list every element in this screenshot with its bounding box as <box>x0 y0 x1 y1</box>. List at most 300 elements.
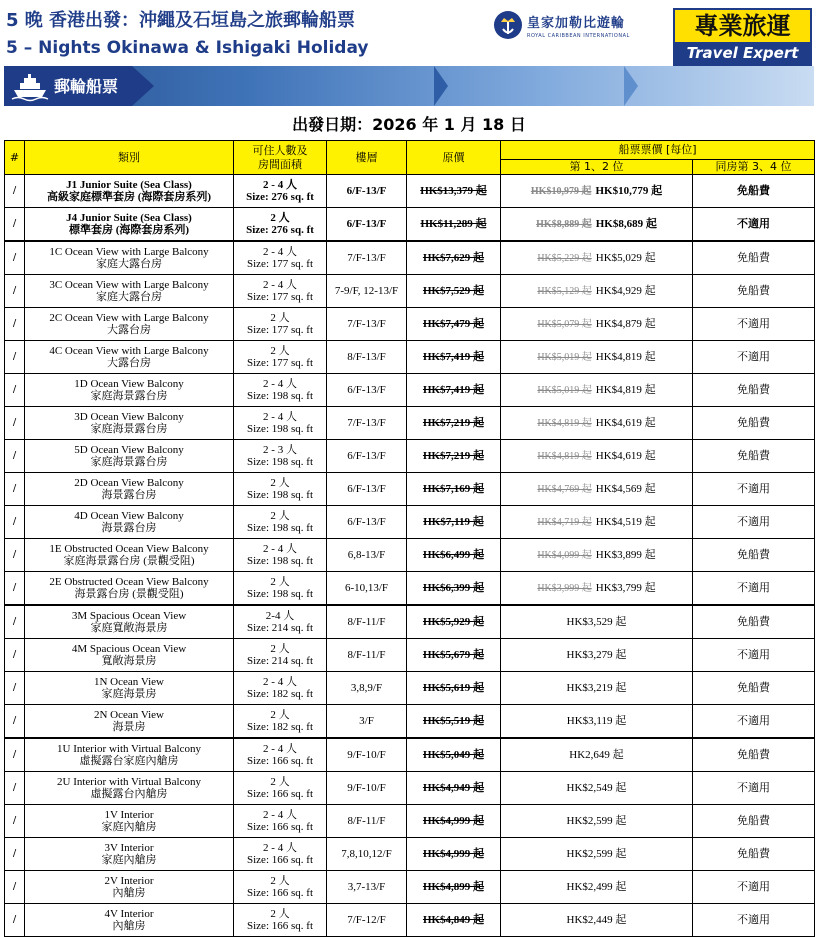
table-row <box>5 275 815 308</box>
room-size: Size: 182 sq. ft <box>247 688 313 700</box>
current-fare: HK$2,599 起 <box>566 815 627 827</box>
occupancy-cell <box>234 341 327 374</box>
previous-fare: HK$5,079 起 <box>537 318 592 330</box>
current-fare: HK2,649 起 <box>569 749 624 761</box>
occupancy-cell <box>234 672 327 705</box>
row-number: / <box>5 308 25 341</box>
table-row <box>5 407 815 440</box>
cabin-category <box>25 175 234 208</box>
cabin-category <box>25 341 234 374</box>
fare-guest-1-2 <box>501 838 693 871</box>
row-number: / <box>5 672 25 705</box>
occupancy-cell <box>234 539 327 572</box>
cabin-name-chinese: 家庭海景露台房 <box>90 456 168 468</box>
cabin-name-chinese: 海景房 <box>112 721 146 733</box>
occupancy: 2 - 4 人 <box>263 246 297 258</box>
original-price: HK$6,399 起 <box>407 572 501 606</box>
deck-floors: 3/F <box>327 705 407 739</box>
current-fare: HK$3,119 起 <box>566 715 627 727</box>
original-price: HK$7,479 起 <box>407 308 501 341</box>
cabin-category <box>25 506 234 539</box>
fare-guest-3-4: 不適用 <box>693 341 815 374</box>
occupancy-cell <box>234 374 327 407</box>
brand-name-english: ROYAL CARIBBEAN INTERNATIONAL <box>527 32 630 39</box>
fare-guest-3-4: 不適用 <box>693 772 815 805</box>
cabin-name-english: 4D Ocean View Balcony <box>74 510 184 522</box>
fare-guest-3-4: 免船費 <box>693 440 815 473</box>
cabin-name-english: 3C Ocean View with Large Balcony <box>49 279 209 291</box>
occupancy: 2 人 <box>270 576 290 588</box>
deck-floors: 6/F-13/F <box>327 374 407 407</box>
header-fare-guest-1-2: 第 1、2 位 <box>501 160 693 175</box>
cabin-name-english: 4M Spacious Ocean View <box>71 643 187 655</box>
header-deck: 樓層 <box>327 141 407 175</box>
fare-guest-3-4: 免船費 <box>693 407 815 440</box>
occupancy: 2 - 4 人 <box>263 411 297 423</box>
occupancy: 2 - 4 人 <box>263 743 297 755</box>
deck-floors: 6/F-13/F <box>327 208 407 242</box>
cabin-category <box>25 904 234 937</box>
deck-floors: 6/F-13/F <box>327 175 407 208</box>
cabin-name-chinese: 海景露台房 <box>101 489 157 501</box>
room-size: Size: 177 sq. ft <box>247 324 313 336</box>
cabin-name-english: 2E Obstructed Ocean View Balcony <box>49 576 209 588</box>
row-number: / <box>5 805 25 838</box>
room-size: Size: 198 sq. ft <box>247 423 313 435</box>
occupancy: 2 - 4 人 <box>263 279 297 291</box>
previous-fare: HK$8,889 起 <box>536 218 592 230</box>
fare-guest-1-2 <box>501 539 693 572</box>
current-fare: HK$2,599 起 <box>566 848 627 860</box>
fare-guest-3-4: 免船費 <box>693 374 815 407</box>
room-size: Size: 166 sq. ft <box>247 920 313 932</box>
travel-expert-logo <box>673 8 812 66</box>
original-price: HK$5,929 起 <box>407 605 501 639</box>
current-fare: HK$2,449 起 <box>566 914 627 926</box>
cabin-name-chinese: 虛擬露台家庭內艙房 <box>79 755 179 767</box>
fare-guest-1-2 <box>501 506 693 539</box>
fare-guest-1-2 <box>501 440 693 473</box>
previous-fare: HK$4,719 起 <box>537 516 592 528</box>
row-number: / <box>5 572 25 606</box>
row-number: / <box>5 440 25 473</box>
room-size: Size: 182 sq. ft <box>247 721 313 733</box>
room-size: Size: 166 sq. ft <box>247 755 313 767</box>
deck-floors: 7/F-13/F <box>327 308 407 341</box>
deck-floors: 6/F-13/F <box>327 440 407 473</box>
table-row <box>5 341 815 374</box>
room-size: Size: 198 sq. ft <box>247 390 313 402</box>
fare-guest-1-2 <box>501 871 693 904</box>
fare-guest-3-4: 免船費 <box>693 175 815 208</box>
fare-guest-3-4: 免船費 <box>693 275 815 308</box>
cabin-name-chinese: 大露台房 <box>107 324 151 336</box>
occupancy: 2 人 <box>270 776 290 788</box>
row-number: / <box>5 738 25 772</box>
fare-guest-3-4: 不適用 <box>693 506 815 539</box>
cabin-category <box>25 772 234 805</box>
room-size: Size: 198 sq. ft <box>247 456 313 468</box>
table-row <box>5 772 815 805</box>
occupancy-cell <box>234 241 327 275</box>
cabin-category <box>25 871 234 904</box>
occupancy: 2 人 <box>270 510 290 522</box>
original-price: HK$4,999 起 <box>407 805 501 838</box>
deck-floors: 7/F-12/F <box>327 904 407 937</box>
cabin-category <box>25 672 234 705</box>
fare-guest-1-2 <box>501 241 693 275</box>
fare-guest-1-2 <box>501 639 693 672</box>
row-number: / <box>5 275 25 308</box>
cabin-category <box>25 539 234 572</box>
fare-guest-1-2 <box>501 705 693 739</box>
original-price: HK$7,219 起 <box>407 440 501 473</box>
brand-name-chinese: 皇家加勒比遊輪 <box>527 15 626 31</box>
title-chinese: 5 晚 香港出發：沖繩及石垣島之旅郵輪船票 <box>6 10 356 31</box>
fare-guest-1-2 <box>501 672 693 705</box>
occupancy-cell <box>234 208 327 242</box>
section-title: 郵輪船票 <box>54 77 119 96</box>
header-num: # <box>5 141 25 175</box>
current-fare: HK$3,529 起 <box>566 616 627 628</box>
room-size: Size: 166 sq. ft <box>247 821 313 833</box>
occupancy: 2 - 3 人 <box>263 444 297 456</box>
row-number: / <box>5 705 25 739</box>
cabin-name-chinese: 虛擬露台內艙房 <box>90 788 168 800</box>
fare-guest-1-2 <box>501 275 693 308</box>
fare-guest-1-2 <box>501 605 693 639</box>
table-row <box>5 374 815 407</box>
current-fare: HK$4,519 起 <box>595 515 656 528</box>
cabin-category <box>25 572 234 606</box>
section-banner <box>4 66 814 106</box>
cruise-ship-icon <box>10 70 50 102</box>
cabin-name-chinese: 家庭海景露台房 <box>90 423 168 435</box>
table-row <box>5 175 815 208</box>
current-fare: HK$8,689 起 <box>595 217 657 230</box>
table-row <box>5 838 815 871</box>
room-size: Size: 214 sq. ft <box>247 622 313 634</box>
row-number: / <box>5 407 25 440</box>
cabin-name-chinese: 大露台房 <box>107 357 151 369</box>
room-size: Size: 198 sq. ft <box>247 555 313 567</box>
room-size: Size: 276 sq. ft <box>246 224 314 236</box>
cabin-category <box>25 407 234 440</box>
fare-guest-3-4: 免船費 <box>693 539 815 572</box>
cabin-name-english: 4C Ocean View with Large Balcony <box>49 345 209 357</box>
room-size: Size: 177 sq. ft <box>247 291 313 303</box>
cabin-name-chinese: 家庭內艙房 <box>101 854 157 866</box>
current-fare: HK$3,899 起 <box>595 548 656 561</box>
occupancy: 2 - 4 人 <box>263 179 297 191</box>
deck-floors: 7/F-13/F <box>327 407 407 440</box>
original-price: HK$5,679 起 <box>407 639 501 672</box>
deck-floors: 3,8,9/F <box>327 672 407 705</box>
crown-anchor-icon <box>493 10 523 40</box>
cabin-category <box>25 605 234 639</box>
fare-guest-3-4: 免船費 <box>693 672 815 705</box>
previous-fare: HK$4,819 起 <box>537 450 592 462</box>
row-number: / <box>5 175 25 208</box>
fare-guest-1-2 <box>501 572 693 606</box>
row-number: / <box>5 241 25 275</box>
cabin-name-chinese: 內艙房 <box>112 920 146 932</box>
cabin-category <box>25 275 234 308</box>
occupancy: 2 人 <box>270 312 290 324</box>
previous-fare: HK$5,019 起 <box>537 384 592 396</box>
room-size: Size: 166 sq. ft <box>247 887 313 899</box>
occupancy-cell <box>234 407 327 440</box>
original-price: HK$7,219 起 <box>407 407 501 440</box>
cabin-name-chinese: 海景露台房 <box>101 522 157 534</box>
deck-floors: 3,7-13/F <box>327 871 407 904</box>
occupancy: 2 - 4 人 <box>263 809 297 821</box>
previous-fare: HK$4,819 起 <box>537 417 592 429</box>
fare-guest-1-2 <box>501 175 693 208</box>
fare-guest-3-4: 不適用 <box>693 572 815 606</box>
room-size: Size: 198 sq. ft <box>247 522 313 534</box>
previous-fare: HK$5,019 起 <box>537 351 592 363</box>
occupancy-cell <box>234 904 327 937</box>
occupancy-cell <box>234 440 327 473</box>
deck-floors: 7/F-13/F <box>327 241 407 275</box>
original-price: HK$7,629 起 <box>407 241 501 275</box>
previous-fare: HK$4,769 起 <box>537 483 592 495</box>
table-row <box>5 572 815 606</box>
fare-guest-3-4: 不適用 <box>693 208 815 242</box>
occupancy-cell <box>234 308 327 341</box>
row-number: / <box>5 871 25 904</box>
departure-date: 出發日期：2026 年 1 月 18 日 <box>292 115 526 134</box>
header-original-price: 原價 <box>407 141 501 175</box>
occupancy-cell <box>234 605 327 639</box>
deck-floors: 6/F-13/F <box>327 473 407 506</box>
cabin-name-chinese: 家庭大露台房 <box>96 258 162 270</box>
cabin-name-chinese: 家庭大露台房 <box>96 291 162 303</box>
current-fare: HK$3,799 起 <box>595 581 656 594</box>
original-price: HK$4,899 起 <box>407 871 501 904</box>
current-fare: HK$4,819 起 <box>595 350 656 363</box>
fare-guest-3-4: 不適用 <box>693 904 815 937</box>
deck-floors: 8/F-13/F <box>327 341 407 374</box>
cabin-name-english: 1N Ocean View <box>93 676 164 688</box>
current-fare: HK$5,029 起 <box>595 251 656 264</box>
deck-floors: 6-10,13/F <box>327 572 407 606</box>
cabin-name-chinese: 海景露台房 (景觀受阻) <box>74 588 184 600</box>
cabin-name-english: 3V Interior <box>104 842 154 854</box>
original-price: HK$6,499 起 <box>407 539 501 572</box>
cabin-category <box>25 705 234 739</box>
row-number: / <box>5 473 25 506</box>
row-number: / <box>5 772 25 805</box>
current-fare: HK$3,279 起 <box>566 649 627 661</box>
current-fare: HK$4,819 起 <box>595 383 656 396</box>
header-fare-guest-3-4: 同房第 3、4 位 <box>693 160 815 175</box>
deck-floors: 8/F-11/F <box>327 605 407 639</box>
room-size: Size: 198 sq. ft <box>247 588 313 600</box>
row-number: / <box>5 208 25 242</box>
occupancy: 2 人 <box>270 212 290 224</box>
occupancy: 2 - 4 人 <box>263 543 297 555</box>
occupancy-cell <box>234 639 327 672</box>
row-number: / <box>5 341 25 374</box>
table-row <box>5 705 815 739</box>
cabin-category <box>25 639 234 672</box>
original-price: HK$7,419 起 <box>407 374 501 407</box>
cabin-name-chinese: 內艙房 <box>112 887 146 899</box>
occupancy-cell <box>234 738 327 772</box>
table-row <box>5 871 815 904</box>
fare-guest-1-2 <box>501 473 693 506</box>
table-row <box>5 506 815 539</box>
original-price: HK$4,999 起 <box>407 838 501 871</box>
table-row <box>5 805 815 838</box>
original-price: HK$7,419 起 <box>407 341 501 374</box>
current-fare: HK$4,879 起 <box>595 317 656 330</box>
deck-floors: 7,8,10,12/F <box>327 838 407 871</box>
cabin-name-english: 2D Ocean View Balcony <box>74 477 184 489</box>
occupancy-cell <box>234 506 327 539</box>
cabin-name-english: 2C Ocean View with Large Balcony <box>49 312 209 324</box>
room-size: Size: 166 sq. ft <box>247 854 313 866</box>
fare-table <box>4 140 815 937</box>
cabin-category <box>25 440 234 473</box>
deck-floors: 7-9/F, 12-13/F <box>327 275 407 308</box>
fare-guest-1-2 <box>501 308 693 341</box>
title-english: 5 – Nights Okinawa & Ishigaki Holiday <box>6 38 369 58</box>
cabin-name-english: J4 Junior Suite (Sea Class) <box>66 212 192 224</box>
table-row <box>5 440 815 473</box>
fare-guest-3-4: 免船費 <box>693 805 815 838</box>
row-number: / <box>5 506 25 539</box>
previous-fare: HK$5,229 起 <box>537 252 592 264</box>
original-price: HK$5,619 起 <box>407 672 501 705</box>
cabin-category <box>25 208 234 242</box>
previous-fare: HK$3,999 起 <box>537 582 592 594</box>
occupancy-cell <box>234 572 327 606</box>
fare-guest-3-4: 不適用 <box>693 705 815 739</box>
room-size: Size: 276 sq. ft <box>246 191 314 203</box>
royal-caribbean-logo <box>493 10 630 40</box>
cabin-category <box>25 374 234 407</box>
fare-guest-3-4: 不適用 <box>693 308 815 341</box>
cabin-name-english: 1D Ocean View Balcony <box>74 378 184 390</box>
table-row <box>5 241 815 275</box>
occupancy: 2 人 <box>270 345 290 357</box>
occupancy: 2 - 4 人 <box>263 676 297 688</box>
table-row <box>5 639 815 672</box>
occupancy: 2-4 人 <box>265 610 295 622</box>
room-size: Size: 214 sq. ft <box>247 655 313 667</box>
occupancy-cell <box>234 838 327 871</box>
table-row <box>5 308 815 341</box>
fare-guest-1-2 <box>501 805 693 838</box>
cabin-name-english: 3D Ocean View Balcony <box>74 411 184 423</box>
room-size: Size: 198 sq. ft <box>247 489 313 501</box>
fare-guest-1-2 <box>501 374 693 407</box>
occupancy: 2 人 <box>270 875 290 887</box>
current-fare: HK$4,619 起 <box>595 416 656 429</box>
original-price: HK$7,119 起 <box>407 506 501 539</box>
deck-floors: 9/F-10/F <box>327 772 407 805</box>
occupancy-cell <box>234 805 327 838</box>
cabin-category <box>25 241 234 275</box>
cabin-name-english: 1U Interior with Virtual Balcony <box>57 743 201 755</box>
fare-guest-3-4: 免船費 <box>693 738 815 772</box>
row-number: / <box>5 904 25 937</box>
cabin-name-english: 1C Ocean View with Large Balcony <box>49 246 209 258</box>
fare-guest-3-4: 不適用 <box>693 473 815 506</box>
table-row <box>5 738 815 772</box>
fare-guest-3-4: 不適用 <box>693 639 815 672</box>
deck-floors: 6,8-13/F <box>327 539 407 572</box>
cabin-name-english: 2N Ocean View <box>93 709 164 721</box>
table-row <box>5 605 815 639</box>
cabin-name-english: 2V Interior <box>104 875 154 887</box>
row-number: / <box>5 374 25 407</box>
row-number: / <box>5 605 25 639</box>
original-price: HK$7,529 起 <box>407 275 501 308</box>
cabin-name-english: J1 Junior Suite (Sea Class) <box>66 179 192 191</box>
cabin-name-english: 3M Spacious Ocean View <box>71 610 187 622</box>
cabin-name-english: 5D Ocean View Balcony <box>74 444 184 456</box>
table-row <box>5 208 815 242</box>
fare-guest-3-4: 不適用 <box>693 871 815 904</box>
occupancy-cell <box>234 705 327 739</box>
cabin-category <box>25 738 234 772</box>
deck-floors: 6/F-13/F <box>327 506 407 539</box>
cabin-name-english: 1V Interior <box>104 809 154 821</box>
occupancy: 2 人 <box>270 477 290 489</box>
original-price: HK$11,289 起 <box>407 208 501 242</box>
original-price: HK$5,049 起 <box>407 738 501 772</box>
cabin-category <box>25 838 234 871</box>
occupancy-cell <box>234 473 327 506</box>
occupancy: 2 人 <box>270 709 290 721</box>
original-price: HK$13,379 起 <box>407 175 501 208</box>
cabin-name-chinese: 家庭海景露台房 (景觀受阻) <box>63 555 195 567</box>
fare-guest-1-2 <box>501 738 693 772</box>
occupancy-cell <box>234 175 327 208</box>
occupancy: 2 人 <box>270 643 290 655</box>
cabin-name-english: 2U Interior with Virtual Balcony <box>57 776 201 788</box>
occupancy: 2 - 4 人 <box>263 842 297 854</box>
row-number: / <box>5 539 25 572</box>
original-price: HK$7,169 起 <box>407 473 501 506</box>
occupancy-cell <box>234 772 327 805</box>
occupancy-cell <box>234 275 327 308</box>
header-occupancy: 可住人數及 房間面積 <box>234 141 327 175</box>
cabin-name-chinese: 家庭寬敞海景房 <box>90 622 168 634</box>
fare-guest-3-4: 免船費 <box>693 605 815 639</box>
current-fare: HK$10,779 起 <box>595 184 663 197</box>
current-fare: HK$4,619 起 <box>595 449 656 462</box>
cabin-name-chinese: 家庭海景房 <box>101 688 157 700</box>
fare-guest-1-2 <box>501 341 693 374</box>
cabin-name-chinese: 高級家庭標準套房 (海際套房系列) <box>46 191 212 203</box>
table-row <box>5 473 815 506</box>
current-fare: HK$3,219 起 <box>566 682 627 694</box>
original-price: HK$4,849 起 <box>407 904 501 937</box>
cabin-category <box>25 805 234 838</box>
agency-name-english: Travel Expert <box>675 42 810 64</box>
original-price: HK$4,949 起 <box>407 772 501 805</box>
original-price: HK$5,519 起 <box>407 705 501 739</box>
row-number: / <box>5 639 25 672</box>
occupancy: 2 - 4 人 <box>263 378 297 390</box>
cabin-category <box>25 473 234 506</box>
cabin-name-english: 4V Interior <box>104 908 154 920</box>
